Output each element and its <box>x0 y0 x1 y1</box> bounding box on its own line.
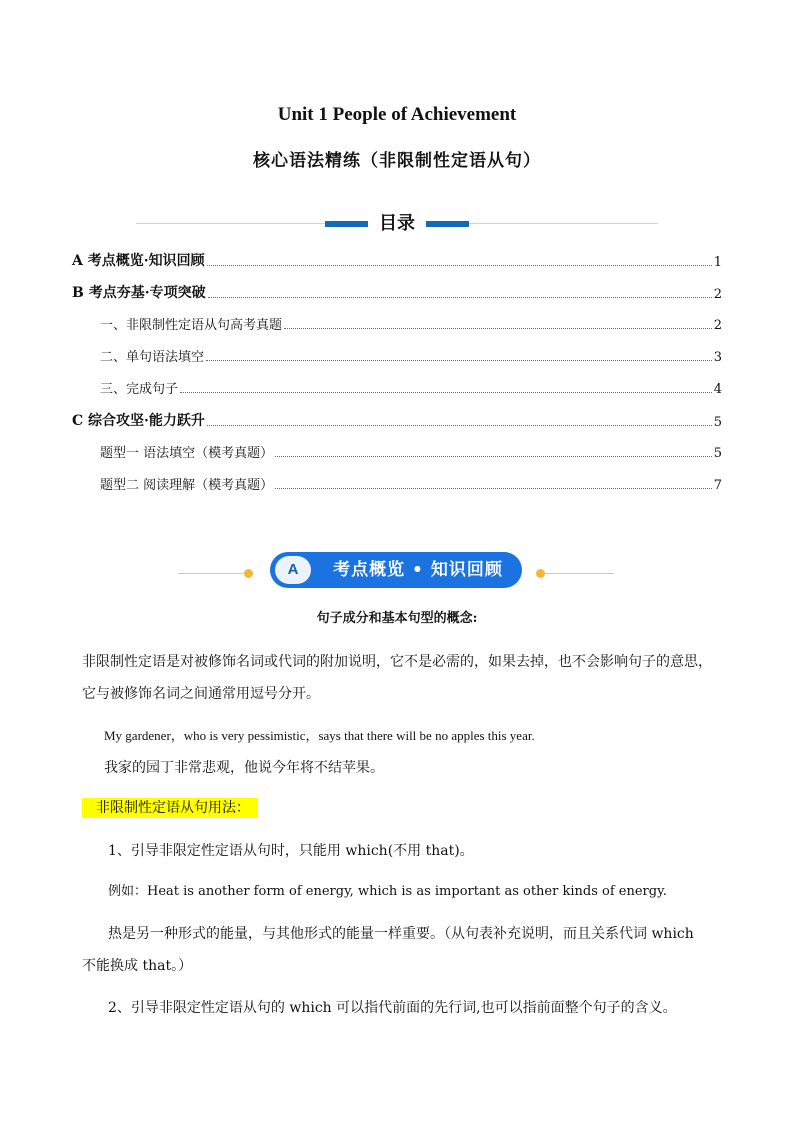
intro-paragraph-line: 它与被修饰名词之间通常用逗号分开。 <box>82 686 320 702</box>
toc-entry-page: 2 <box>713 318 722 333</box>
toc-entry[interactable] <box>100 314 722 333</box>
usage-heading-text: 非限制性定语从句用法： <box>82 798 258 818</box>
section-caption: 句子成分和基本句型的概念: <box>316 611 478 626</box>
section-dot-right <box>536 569 545 578</box>
toc-entry-label: 三、完成句子 <box>100 382 179 397</box>
toc-leader-dots <box>207 424 712 426</box>
toc-leader-dots <box>208 296 712 298</box>
rule-2: 2、引导非限定性定语从句的 which 可以指代前面的先行词,也可以指前面整个句子的含义。 <box>108 1000 677 1016</box>
toc-entry-page: 5 <box>713 446 722 461</box>
document-subtitle: 核心语法精练（非限制性定语从句） <box>253 151 541 171</box>
section-title: 考点概览 • 知识回顾 <box>333 560 503 580</box>
usage-heading <box>82 798 258 818</box>
toc-entry-page: 4 <box>713 382 722 397</box>
example-sentence-cn: 我家的园丁非常悲观，他说今年将不结苹果。 <box>104 760 384 776</box>
rule-1-translation-line: 不能换成 that。） <box>82 958 193 974</box>
toc-entry-page: 2 <box>713 287 722 302</box>
toc-entry-page: 5 <box>713 415 722 430</box>
toc-entry[interactable] <box>100 442 722 461</box>
toc-entry-page: 1 <box>713 255 722 270</box>
toc-entry[interactable] <box>72 282 722 302</box>
toc-entry-label: 题型一 语法填空（模考真题） <box>100 446 274 461</box>
toc-entry-label: 二、单句语法填空 <box>100 350 205 365</box>
toc-leader-dots <box>180 391 712 393</box>
intro-paragraph-line: 非限制性定语是对被修饰名词或代词的附加说明，它不是必需的，如果去掉，也不会影响句子的意思， <box>82 654 712 670</box>
document-title: Unit 1 People of Achievement <box>277 104 517 125</box>
section-divider-right <box>544 573 614 574</box>
section-badge: A <box>275 556 311 584</box>
toc-entry-label: B 考点夯基·专项突破 <box>72 285 206 301</box>
toc-accent-bar-right <box>421 221 469 227</box>
toc-leader-dots <box>206 359 712 361</box>
rule-1-example: 例如：Heat is another form of energy, which is as important as other kinds of energy. <box>108 884 667 899</box>
toc-entry[interactable] <box>72 250 722 270</box>
toc-leader-dots <box>275 455 712 457</box>
toc-entry[interactable] <box>100 346 722 365</box>
example-sentence-en: My gardener，who is very pessimistic，says that there will be no apples this year. <box>104 728 535 743</box>
toc-entry-label: A 考点概览·知识回顾 <box>72 253 205 269</box>
toc-entry[interactable] <box>100 378 722 397</box>
toc-heading: 目录 <box>368 209 426 235</box>
toc-leader-dots <box>275 487 712 489</box>
toc-entry-page: 7 <box>713 478 722 493</box>
toc-entry[interactable] <box>100 474 722 493</box>
toc-leader-dots <box>284 327 712 329</box>
toc-entry-label: 一、非限制性定语从句高考真题 <box>100 318 283 333</box>
section-divider-left <box>178 573 248 574</box>
section-dot-left <box>244 569 253 578</box>
toc-entry-label: C 综合攻坚·能力跃升 <box>72 413 205 429</box>
rule-1: 1、引导非限定性定语从句时，只能用 which(不用 that)。 <box>108 843 474 859</box>
toc-entry-page: 3 <box>713 350 722 365</box>
rule-1-translation-line: 热是另一种形式的能量，与其他形式的能量一样重要。（从句表补充说明，而且关系代词 which <box>108 926 694 942</box>
toc-leader-dots <box>207 264 712 266</box>
toc-accent-bar-left <box>325 221 373 227</box>
toc-entry-label: 题型二 阅读理解（模考真题） <box>100 478 274 493</box>
toc-entry[interactable] <box>72 410 722 430</box>
